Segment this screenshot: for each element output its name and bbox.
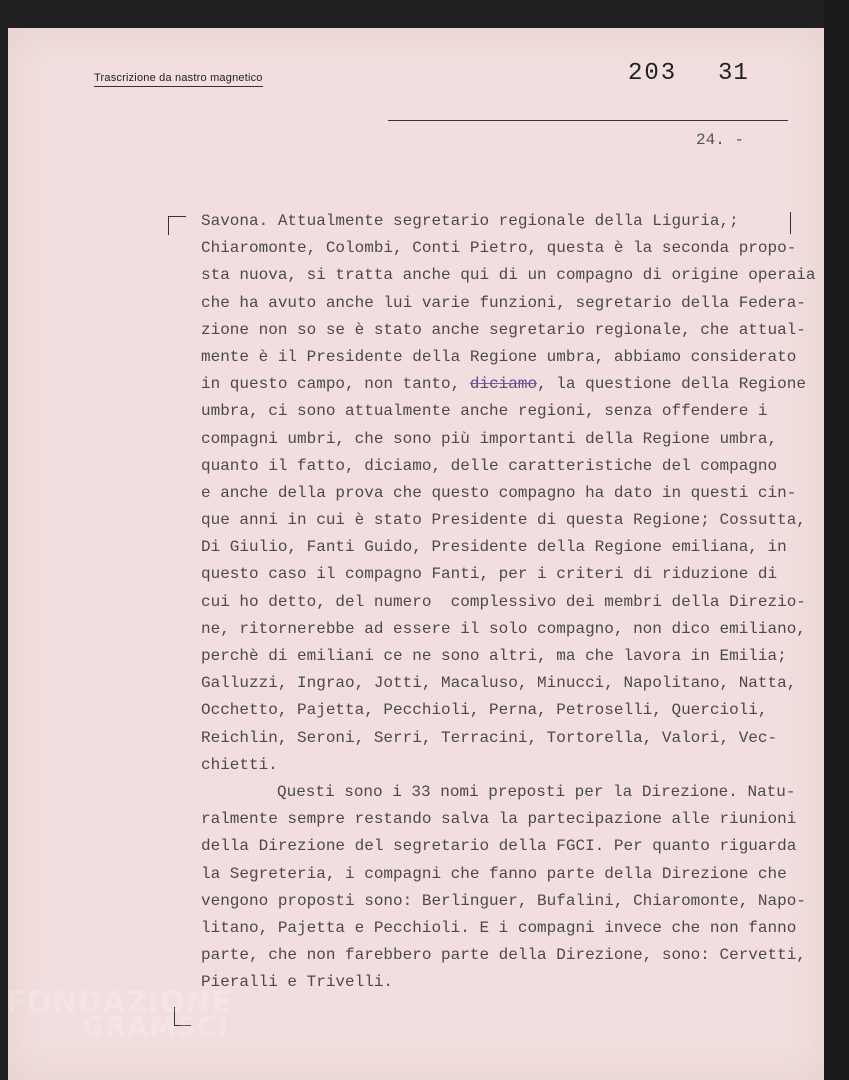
page-number: 24. - [696, 131, 745, 149]
text-line: mente è il Presidente della Regione umbra, abbiamo considerato [201, 347, 797, 366]
folio-number-left: 203 [628, 60, 678, 87]
text-line: compagni umbri, che sono più importanti della Regione umbra, [201, 429, 778, 448]
text-line: parte, che non farebbero parte della Direzione, sono: Cervetti, [201, 946, 806, 965]
text-line: vengono proposti sono: Berlinguer, Bufalini, Chiaromonte, Napo- [201, 891, 806, 910]
text-line-part: , la questione della Regione [537, 375, 806, 394]
text-line: e anche della prova che questo compagno ha dato in questi cin- [201, 483, 797, 502]
text-line: litano, Pajetta e Pecchioli. E i compagni invece che non fanno [201, 918, 797, 937]
margin-bracket-top [168, 216, 186, 235]
text-line: Galluzzi, Ingrao, Jotti, Macaluso, Minucci, Napolitano, Natta, [201, 674, 797, 693]
watermark-line2: GRAMSCI [82, 1012, 230, 1043]
text-line: zione non so se è stato anche segretario regionale, che attual- [201, 320, 806, 339]
watermark-line1: FONDAZIONE [6, 985, 232, 1019]
text-line: perchè di emiliani ce ne sono altri, ma che lavora in Emilia; [201, 647, 787, 665]
text-line-part: in questo campo, non tanto, [201, 375, 461, 394]
transcript-body [201, 208, 831, 996]
text-line: Savona. Attualmente segretario regionale della Liguria,; [201, 212, 739, 230]
text-line: ne, ritornerebbe ad essere il solo compagno, non dico emiliano, [201, 619, 806, 638]
text-line: ralmente sempre restando salva la partecipazione alle riunioni [201, 810, 797, 829]
text-line: Di Giulio, Fanti Guido, Presidente della Regione emiliana, in [201, 538, 787, 557]
text-line: Chiaromonte, Colombi, Conti Pietro, questa è la seconda propo- [201, 239, 797, 258]
header-label: Trascrizione da nastro magnetico [94, 72, 263, 87]
text-line: Pieralli e Trivelli. [201, 973, 394, 992]
text-line: Occhetto, Pajetta, Pecchioli, Perna, Petroselli, Quercioli, [201, 701, 768, 720]
text-line: que anni in cui è stato Presidente di questa Regione; Cossutta, [201, 511, 806, 530]
struck-word: diciamo [469, 375, 538, 394]
text-line: la Segreteria, i compagni che fanno parte della Direzione che [201, 864, 787, 883]
text-line: cui ho detto, del numero complessivo dei membri della Direzio- [201, 592, 806, 611]
text-line-indented: Questi sono i 33 nomi preposti per la Direzione. Natu- [277, 782, 796, 801]
text-line: chietti. [201, 755, 278, 774]
header-rule [388, 120, 788, 121]
text-line: che ha avuto anche lui varie funzioni, segretario della Federa- [201, 293, 806, 312]
text-line: umbra, ci sono attualmente anche regioni, senza offendere i [201, 402, 768, 421]
text-line: questo caso il compagno Fanti, per i criteri di riduzione di [201, 565, 778, 584]
text-line: Reichlin, Seroni, Serri, Terracini, Tortorella, Valori, Vec- [201, 728, 778, 747]
text-line: quanto il fatto, diciamo, delle caratteristiche del compagno [201, 456, 778, 475]
text-line: sta nuova, si tratta anche qui di un compagno di origine operaia [201, 266, 816, 285]
folio-number-right: 31 [718, 60, 749, 87]
text-line: della Direzione del segretario della FGCI. Per quanto riguarda [201, 837, 797, 856]
text-line-with-correction [201, 371, 831, 398]
